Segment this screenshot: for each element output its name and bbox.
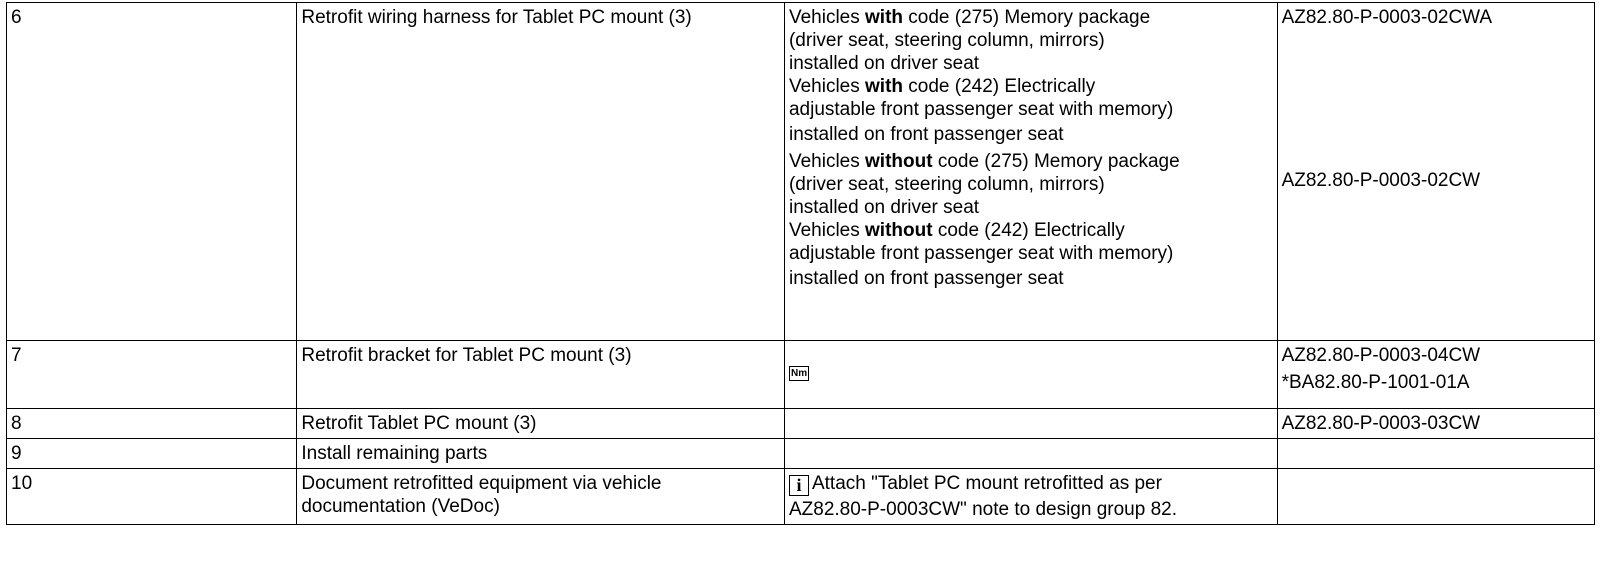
task-text: Retrofit Tablet PC mount (3) xyxy=(297,409,785,439)
table-row xyxy=(7,439,1595,469)
table-row xyxy=(7,469,1595,525)
document-link[interactable]: AZ82.80-P-0003-03CW xyxy=(1281,413,1481,434)
table-row xyxy=(7,341,1595,409)
task-label: Retrofit wiring harness for Tablet PC mount (3) xyxy=(301,7,692,28)
step-number: 9 xyxy=(7,439,297,469)
task-text: Retrofit bracket for Tablet PC mount (3) xyxy=(297,341,785,409)
procedure-table xyxy=(6,2,1595,525)
step-number: 7 xyxy=(7,341,297,409)
task-text xyxy=(297,3,785,341)
torque-icon[interactable]: Nm xyxy=(790,368,808,379)
document-cell xyxy=(1277,3,1594,341)
document-cell xyxy=(1277,409,1594,439)
document-link[interactable]: AZ82.80-P-0003-02CW xyxy=(1281,170,1481,191)
document-cell xyxy=(1277,439,1594,469)
step-number: 8 xyxy=(7,409,297,439)
step-number: 6 xyxy=(7,3,297,341)
condition-block: Vehicles without code (275) Memory package (driver seat, steering column, mirrors) installed on driver seat Vehicles without code (242) Electrically adjustable front passenger seat with memory) installed on front passenger seat xyxy=(788,151,1180,289)
task-text: Install remaining parts xyxy=(297,439,785,469)
note-cell xyxy=(784,469,1277,525)
info-icon[interactable]: i xyxy=(789,475,809,496)
document-link[interactable]: AZ82.80-P-0003-02CWA xyxy=(1281,7,1493,28)
document-cell xyxy=(1277,469,1594,525)
condition-cell xyxy=(784,3,1277,341)
condition-block: Vehicles with code (275) Memory package (driver seat, steering column, mirrors) installed on driver seat Vehicles with code (242) Electrically adjustable front passenger seat with memory) installed on front passenger seat xyxy=(788,7,1174,145)
note-text: AZ82.80-P-0003CW" note to design group 82. xyxy=(788,499,1178,520)
task-text: Document retrofitted equipment via vehicle documentation (VeDoc) xyxy=(297,469,785,525)
condition-cell xyxy=(784,409,1277,439)
note-text: Attach "Tablet PC mount retrofitted as per xyxy=(811,473,1162,494)
document-link[interactable]: AZ82.80-P-0003-04CW xyxy=(1281,345,1481,366)
document-cell xyxy=(1277,341,1594,409)
document-link[interactable]: *BA82.80-P-1001-01A xyxy=(1281,372,1470,393)
table-row xyxy=(7,409,1595,439)
step-number: 10 xyxy=(7,469,297,525)
condition-cell xyxy=(784,439,1277,469)
table-row xyxy=(7,3,1595,341)
condition-cell xyxy=(784,341,1277,409)
